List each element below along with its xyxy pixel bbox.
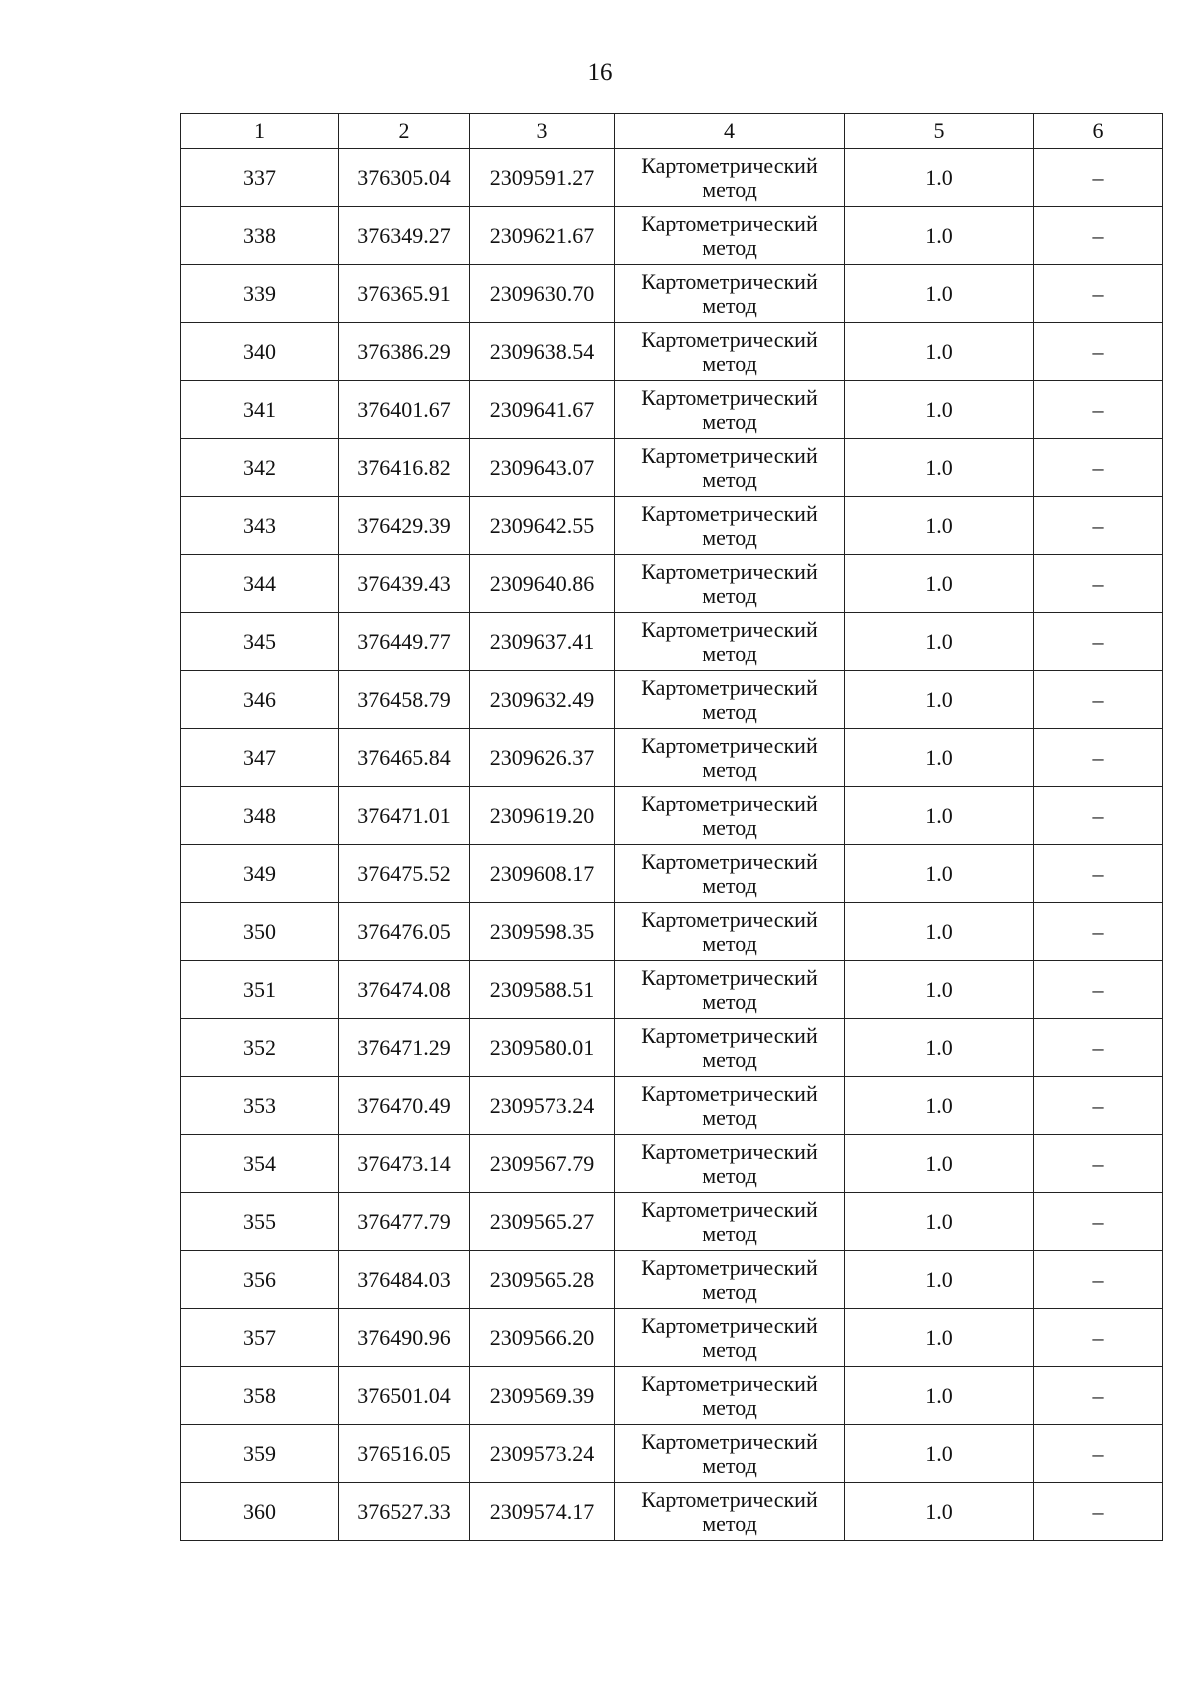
method-cell <box>615 1193 845 1251</box>
accuracy-cell: 1.0 <box>845 555 1034 613</box>
accuracy-cell: 1.0 <box>845 613 1034 671</box>
y-coordinate-cell: 2309566.20 <box>470 1309 615 1367</box>
method-line-2: метод <box>702 756 757 782</box>
method-cell <box>615 1425 845 1483</box>
x-coordinate-cell: 376484.03 <box>339 1251 470 1309</box>
method-line-2: метод <box>702 1046 757 1072</box>
point-number-cell: 353 <box>181 1077 339 1135</box>
table-row <box>181 323 1163 381</box>
point-number-cell: 357 <box>181 1309 339 1367</box>
method-cell <box>615 207 845 265</box>
method-line-2: метод <box>702 466 757 492</box>
accuracy-cell: 1.0 <box>845 787 1034 845</box>
method-line-1: Картометрический <box>641 384 818 410</box>
x-coordinate-cell: 376365.91 <box>339 265 470 323</box>
point-number-cell: 360 <box>181 1483 339 1541</box>
accuracy-cell: 1.0 <box>845 1251 1034 1309</box>
x-coordinate-cell: 376527.33 <box>339 1483 470 1541</box>
y-coordinate-cell: 2309642.55 <box>470 497 615 555</box>
table-row <box>181 1425 1163 1483</box>
method-line-2: метод <box>702 1104 757 1130</box>
x-coordinate-cell: 376471.01 <box>339 787 470 845</box>
method-line-1: Картометрический <box>641 732 818 758</box>
point-number-cell: 354 <box>181 1135 339 1193</box>
table-row <box>181 729 1163 787</box>
method-line-1: Картометрический <box>641 1312 818 1338</box>
method-cell <box>615 1019 845 1077</box>
point-number-cell: 344 <box>181 555 339 613</box>
method-line-2: метод <box>702 1336 757 1362</box>
table-row <box>181 1367 1163 1425</box>
method-line-1: Картометрический <box>641 906 818 932</box>
accuracy-cell: 1.0 <box>845 439 1034 497</box>
y-coordinate-cell: 2309565.28 <box>470 1251 615 1309</box>
method-line-1: Картометрический <box>641 1486 818 1512</box>
table-row <box>181 497 1163 555</box>
table-row <box>181 903 1163 961</box>
method-cell <box>615 961 845 1019</box>
note-cell: – <box>1034 845 1163 903</box>
method-line-2: метод <box>702 176 757 202</box>
accuracy-cell: 1.0 <box>845 671 1034 729</box>
table-header <box>181 114 1163 149</box>
point-number-cell: 338 <box>181 207 339 265</box>
method-line-1: Картометрический <box>641 558 818 584</box>
table-row <box>181 671 1163 729</box>
note-cell: – <box>1034 1077 1163 1135</box>
method-line-2: метод <box>702 1510 757 1536</box>
method-line-1: Картометрический <box>641 616 818 642</box>
point-number-cell: 343 <box>181 497 339 555</box>
method-cell <box>615 1135 845 1193</box>
method-cell <box>615 1309 845 1367</box>
y-coordinate-cell: 2309598.35 <box>470 903 615 961</box>
note-cell: – <box>1034 439 1163 497</box>
table-body <box>181 149 1163 1541</box>
method-line-2: метод <box>702 234 757 260</box>
table-row <box>181 381 1163 439</box>
point-number-cell: 349 <box>181 845 339 903</box>
table-row <box>181 787 1163 845</box>
table-row <box>181 1251 1163 1309</box>
x-coordinate-cell: 376429.39 <box>339 497 470 555</box>
table-row <box>181 1483 1163 1541</box>
x-coordinate-cell: 376386.29 <box>339 323 470 381</box>
y-coordinate-cell: 2309573.24 <box>470 1425 615 1483</box>
method-line-1: Картометрический <box>641 1080 818 1106</box>
method-line-1: Картометрический <box>641 210 818 236</box>
point-number-cell: 347 <box>181 729 339 787</box>
x-coordinate-cell: 376458.79 <box>339 671 470 729</box>
x-coordinate-cell: 376465.84 <box>339 729 470 787</box>
y-coordinate-cell: 2309640.86 <box>470 555 615 613</box>
x-coordinate-cell: 376305.04 <box>339 149 470 207</box>
table-row <box>181 1019 1163 1077</box>
note-cell: – <box>1034 729 1163 787</box>
method-cell <box>615 671 845 729</box>
method-cell <box>615 439 845 497</box>
method-line-2: метод <box>702 814 757 840</box>
y-coordinate-cell: 2309637.41 <box>470 613 615 671</box>
note-cell: – <box>1034 381 1163 439</box>
y-coordinate-cell: 2309608.17 <box>470 845 615 903</box>
x-coordinate-cell: 376473.14 <box>339 1135 470 1193</box>
method-line-2: метод <box>702 292 757 318</box>
x-coordinate-cell: 376416.82 <box>339 439 470 497</box>
y-coordinate-cell: 2309573.24 <box>470 1077 615 1135</box>
method-line-2: метод <box>702 988 757 1014</box>
note-cell: – <box>1034 671 1163 729</box>
method-line-2: метод <box>702 1162 757 1188</box>
method-line-2: метод <box>702 1452 757 1478</box>
x-coordinate-cell: 376516.05 <box>339 1425 470 1483</box>
x-coordinate-cell: 376439.43 <box>339 555 470 613</box>
method-cell <box>615 903 845 961</box>
method-line-2: метод <box>702 350 757 376</box>
point-number-cell: 339 <box>181 265 339 323</box>
method-cell <box>615 1077 845 1135</box>
accuracy-cell: 1.0 <box>845 265 1034 323</box>
method-cell <box>615 323 845 381</box>
method-line-1: Картометрический <box>641 848 818 874</box>
x-coordinate-cell: 376477.79 <box>339 1193 470 1251</box>
table-row <box>181 613 1163 671</box>
y-coordinate-cell: 2309641.67 <box>470 381 615 439</box>
point-number-cell: 350 <box>181 903 339 961</box>
method-line-2: метод <box>702 524 757 550</box>
table-row <box>181 149 1163 207</box>
accuracy-cell: 1.0 <box>845 1425 1034 1483</box>
note-cell: – <box>1034 1251 1163 1309</box>
note-cell: – <box>1034 555 1163 613</box>
method-line-2: метод <box>702 872 757 898</box>
method-cell <box>615 1483 845 1541</box>
page-number: 16 <box>587 59 613 86</box>
note-cell: – <box>1034 1019 1163 1077</box>
accuracy-cell: 1.0 <box>845 149 1034 207</box>
point-number-cell: 358 <box>181 1367 339 1425</box>
method-cell <box>615 555 845 613</box>
accuracy-cell: 1.0 <box>845 381 1034 439</box>
y-coordinate-cell: 2309574.17 <box>470 1483 615 1541</box>
point-number-cell: 341 <box>181 381 339 439</box>
y-coordinate-cell: 2309621.67 <box>470 207 615 265</box>
method-line-1: Картометрический <box>641 1196 818 1222</box>
x-coordinate-cell: 376490.96 <box>339 1309 470 1367</box>
method-cell <box>615 729 845 787</box>
accuracy-cell: 1.0 <box>845 1309 1034 1367</box>
x-coordinate-cell: 376449.77 <box>339 613 470 671</box>
method-cell <box>615 265 845 323</box>
table-row <box>181 1077 1163 1135</box>
y-coordinate-cell: 2309632.49 <box>470 671 615 729</box>
y-coordinate-cell: 2309567.79 <box>470 1135 615 1193</box>
column-header: 3 <box>470 114 615 149</box>
table-row <box>181 207 1163 265</box>
column-header: 1 <box>181 114 339 149</box>
x-coordinate-cell: 376474.08 <box>339 961 470 1019</box>
y-coordinate-cell: 2309630.70 <box>470 265 615 323</box>
table-row <box>181 1193 1163 1251</box>
point-number-cell: 342 <box>181 439 339 497</box>
method-line-2: метод <box>702 1220 757 1246</box>
y-coordinate-cell: 2309638.54 <box>470 323 615 381</box>
note-cell: – <box>1034 961 1163 1019</box>
x-coordinate-cell: 376476.05 <box>339 903 470 961</box>
point-number-cell: 346 <box>181 671 339 729</box>
note-cell: – <box>1034 265 1163 323</box>
y-coordinate-cell: 2309626.37 <box>470 729 615 787</box>
x-coordinate-cell: 376475.52 <box>339 845 470 903</box>
note-cell: – <box>1034 1309 1163 1367</box>
accuracy-cell: 1.0 <box>845 845 1034 903</box>
table-row <box>181 265 1163 323</box>
method-line-2: метод <box>702 930 757 956</box>
point-number-cell: 348 <box>181 787 339 845</box>
table-row <box>181 439 1163 497</box>
note-cell: – <box>1034 903 1163 961</box>
accuracy-cell: 1.0 <box>845 323 1034 381</box>
point-number-cell: 345 <box>181 613 339 671</box>
x-coordinate-cell: 376470.49 <box>339 1077 470 1135</box>
method-line-1: Картометрический <box>641 1254 818 1280</box>
y-coordinate-cell: 2309565.27 <box>470 1193 615 1251</box>
method-line-1: Картометрический <box>641 268 818 294</box>
y-coordinate-cell: 2309580.01 <box>470 1019 615 1077</box>
accuracy-cell: 1.0 <box>845 1483 1034 1541</box>
header-row <box>181 114 1163 149</box>
method-line-1: Картометрический <box>641 1022 818 1048</box>
accuracy-cell: 1.0 <box>845 1077 1034 1135</box>
note-cell: – <box>1034 1367 1163 1425</box>
y-coordinate-cell: 2309643.07 <box>470 439 615 497</box>
method-line-1: Картометрический <box>641 674 818 700</box>
method-cell <box>615 497 845 555</box>
table-row <box>181 1135 1163 1193</box>
coordinates-table <box>180 113 1163 1541</box>
method-line-1: Картометрический <box>641 1428 818 1454</box>
method-cell <box>615 613 845 671</box>
method-line-2: метод <box>702 408 757 434</box>
point-number-cell: 337 <box>181 149 339 207</box>
column-header: 5 <box>845 114 1034 149</box>
method-line-1: Картометрический <box>641 1138 818 1164</box>
note-cell: – <box>1034 787 1163 845</box>
method-cell <box>615 1367 845 1425</box>
accuracy-cell: 1.0 <box>845 1019 1034 1077</box>
note-cell: – <box>1034 323 1163 381</box>
accuracy-cell: 1.0 <box>845 961 1034 1019</box>
method-cell <box>615 787 845 845</box>
column-header: 6 <box>1034 114 1163 149</box>
note-cell: – <box>1034 1425 1163 1483</box>
y-coordinate-cell: 2309569.39 <box>470 1367 615 1425</box>
point-number-cell: 352 <box>181 1019 339 1077</box>
note-cell: – <box>1034 207 1163 265</box>
method-line-2: метод <box>702 1394 757 1420</box>
method-line-2: метод <box>702 698 757 724</box>
method-line-1: Картометрический <box>641 964 818 990</box>
table-row <box>181 845 1163 903</box>
accuracy-cell: 1.0 <box>845 729 1034 787</box>
accuracy-cell: 1.0 <box>845 903 1034 961</box>
method-cell <box>615 149 845 207</box>
note-cell: – <box>1034 1483 1163 1541</box>
accuracy-cell: 1.0 <box>845 1135 1034 1193</box>
method-line-1: Картометрический <box>641 326 818 352</box>
method-cell <box>615 1251 845 1309</box>
table-row <box>181 555 1163 613</box>
y-coordinate-cell: 2309588.51 <box>470 961 615 1019</box>
point-number-cell: 351 <box>181 961 339 1019</box>
point-number-cell: 355 <box>181 1193 339 1251</box>
method-line-1: Картометрический <box>641 442 818 468</box>
method-line-2: метод <box>702 582 757 608</box>
method-line-1: Картометрический <box>641 790 818 816</box>
method-line-1: Картометрический <box>641 1370 818 1396</box>
y-coordinate-cell: 2309619.20 <box>470 787 615 845</box>
method-line-1: Картометрический <box>641 152 818 178</box>
x-coordinate-cell: 376471.29 <box>339 1019 470 1077</box>
accuracy-cell: 1.0 <box>845 207 1034 265</box>
point-number-cell: 359 <box>181 1425 339 1483</box>
point-number-cell: 340 <box>181 323 339 381</box>
accuracy-cell: 1.0 <box>845 497 1034 555</box>
method-line-2: метод <box>702 1278 757 1304</box>
x-coordinate-cell: 376401.67 <box>339 381 470 439</box>
column-header: 2 <box>339 114 470 149</box>
table-row <box>181 961 1163 1019</box>
method-line-1: Картометрический <box>641 500 818 526</box>
x-coordinate-cell: 376349.27 <box>339 207 470 265</box>
method-cell <box>615 381 845 439</box>
method-line-2: метод <box>702 640 757 666</box>
method-cell <box>615 845 845 903</box>
note-cell: – <box>1034 149 1163 207</box>
y-coordinate-cell: 2309591.27 <box>470 149 615 207</box>
table-row <box>181 1309 1163 1367</box>
column-header: 4 <box>615 114 845 149</box>
point-number-cell: 356 <box>181 1251 339 1309</box>
accuracy-cell: 1.0 <box>845 1367 1034 1425</box>
note-cell: – <box>1034 613 1163 671</box>
note-cell: – <box>1034 1193 1163 1251</box>
x-coordinate-cell: 376501.04 <box>339 1367 470 1425</box>
accuracy-cell: 1.0 <box>845 1193 1034 1251</box>
note-cell: – <box>1034 1135 1163 1193</box>
note-cell: – <box>1034 497 1163 555</box>
